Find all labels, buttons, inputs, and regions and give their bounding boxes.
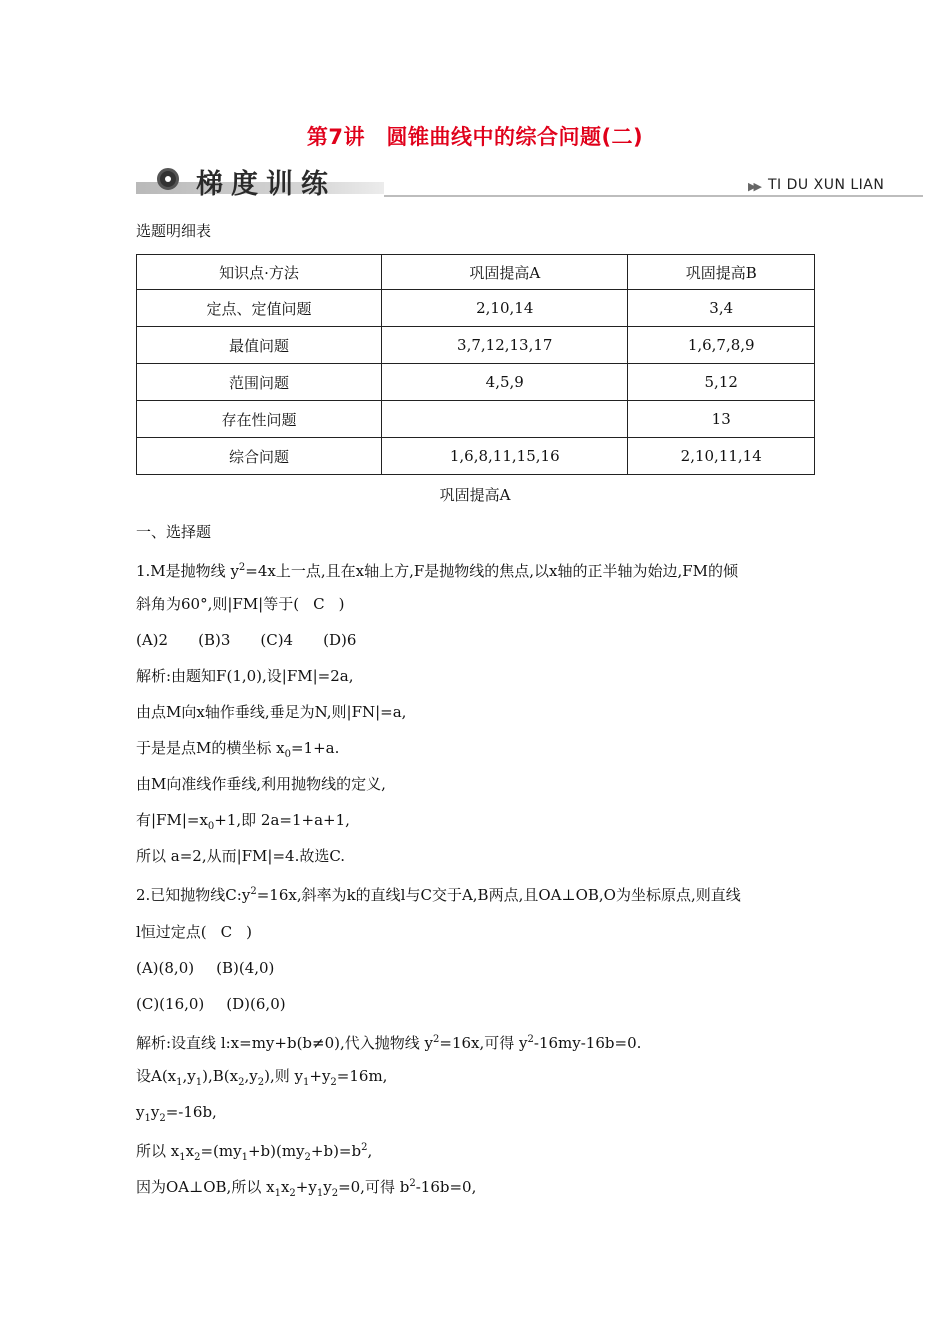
table-cell: 2,10,14 (382, 290, 628, 327)
answer: C (220, 923, 233, 941)
solution-line: 解析:设直线 l:x=my+b(b≠0),代入抛物线 $y^2=16x$,可得 $y^2-16my-16b=0$. (136, 1034, 642, 1052)
table-header: 巩固提高B (628, 255, 815, 290)
question-1-line-2: 斜角为60°,则|FM|等于( C ) (136, 592, 826, 628)
question-1-line-1: 1.M是抛物线 $y^2=4x$上一点,且在x轴上方,F是抛物线的焦点,以x轴的正半轴为始边,FM的倾 (136, 562, 739, 580)
section-title: 巩固提高A (439, 486, 511, 504)
topic-table (136, 254, 815, 475)
solution-line: $y_1y_2=-16b$, (136, 1103, 217, 1124)
question-2-line-2: l恒过定点( C ) (136, 920, 826, 956)
table-header: 巩固提高A (382, 255, 628, 290)
table-cell: 1,6,7,8,9 (628, 327, 815, 364)
table-cell: 13 (628, 401, 815, 438)
banner-title: 梯度训练 (196, 169, 336, 200)
target-icon (157, 168, 179, 190)
solution-line: 有$|FM|=x_0+1$,即 2a=1+a+1, (136, 811, 350, 832)
banner-subtitle: TI DU XUN LIAN (768, 177, 885, 193)
solution-line: 所以 a=2,从而|FM|=4.故选C. (136, 847, 346, 865)
table-cell: 最值问题 (137, 327, 382, 364)
table-cell (382, 401, 628, 438)
banner-divider (384, 195, 923, 197)
table-cell: 3,4 (628, 290, 815, 327)
table-cell: 2,10,11,14 (628, 438, 815, 475)
table-header-row (137, 255, 815, 290)
table-row (137, 438, 815, 475)
table-cell: 范围问题 (137, 364, 382, 401)
solution-line: 由M向准线作垂线,利用抛物线的定义, (136, 775, 386, 793)
table-cell: 1,6,8,11,15,16 (382, 438, 628, 475)
table-row (137, 290, 815, 327)
subsection-heading: 一、选择题 (136, 523, 212, 541)
answer: C (313, 595, 325, 613)
question-1-options: (A)2 (B)3 (C)4 (D)6 (136, 631, 357, 649)
solution-line: 解析:由题知F(1,0),设|FM|=2a, (136, 667, 354, 685)
table-cell: 定点、定值问题 (137, 290, 382, 327)
table-cell: 5,12 (628, 364, 815, 401)
table-label: 选题明细表 (136, 222, 212, 240)
solution-line: 因为OA⊥OB,所以 $x_1x_2+y_1y_2=0$,可得 $b^2-16b=0$, (136, 1178, 477, 1199)
question-2-options: (C)(16,0) (D)(6,0) (136, 995, 286, 1013)
table-cell: 综合问题 (137, 438, 382, 475)
solution-line: 所以 $x_1x_2=(my_1+b)(my_2+b)=b^2$, (136, 1142, 373, 1163)
exercise-body (136, 520, 826, 1208)
table-cell: 4,5,9 (382, 364, 628, 401)
table-header: 知识点·方法 (137, 255, 382, 290)
double-arrow-icon: ▶▶ (748, 180, 759, 193)
question-2-options: (A)(8,0) (B)(4,0) (136, 959, 275, 977)
table-cell: 存在性问题 (137, 401, 382, 438)
question-2-line-1: 2.已知抛物线$C:y^2=16x$,斜率为k的直线l与C交于A,B两点,且OA⊥OB,O为坐标原点,则直线 (136, 886, 741, 904)
page-title: 第7讲 圆锥曲线中的综合问题(二) (306, 125, 644, 149)
table-cell: 3,7,12,13,17 (382, 327, 628, 364)
table-row (137, 364, 815, 401)
table-row (137, 401, 815, 438)
solution-line: 设$A(x_1,y_1),B(x_2,y_2)$,则 $y_1+y_2=16m$, (136, 1067, 388, 1088)
solution-line: 于是是点M的横坐标 $x_0=1+a$. (136, 739, 340, 760)
section-banner (136, 160, 923, 200)
table-row (137, 327, 815, 364)
solution-line: 由点M向x轴作垂线,垂足为N,则|FN|=a, (136, 703, 407, 721)
